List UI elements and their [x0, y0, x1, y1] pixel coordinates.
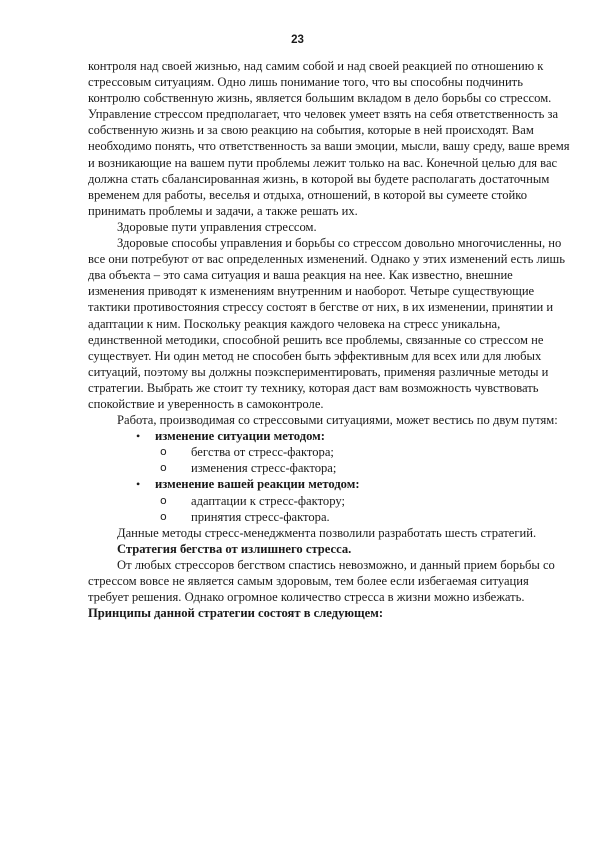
- sublist: [155, 493, 570, 525]
- sublist: [155, 444, 570, 476]
- paragraph-two-paths: Работа, производимая со стрессовыми ситуациями, может вестись по двум путям:: [117, 413, 558, 428]
- strategy-heading: Стратегия бегства от излишнего стресса.: [117, 541, 352, 556]
- circle-bullet-icon: o: [160, 445, 167, 459]
- sublist-item-label: изменения стресс-фактора;: [191, 461, 337, 476]
- page-number: 23: [291, 34, 304, 46]
- sublist-item: [88, 493, 570, 509]
- section-title-healthy-ways: Здоровые пути управления стрессом.: [117, 219, 317, 234]
- bullet-icon: •: [136, 477, 141, 492]
- page-content: [88, 58, 570, 621]
- circle-bullet-icon: o: [160, 493, 167, 507]
- paragraph-six-strategies: Данные методы стресс-менеджмента позволили разработать шесть стратегий.: [117, 525, 537, 540]
- sublist-item-label: принятия стресс-фактора.: [191, 509, 330, 524]
- principles-heading: Принципы данной стратегии состоят в следующем:: [88, 606, 384, 621]
- paragraph-continuation: контроля над своей жизнью, над самим собой и над своей реакцией по отношению к стрессовым ситуациям. Одно лишь понимание того, что вы способны подчинить контролю собственную жизнь, является большим вкладом в дело борьбы со стрессом. Управление стрессом предполагает, что человек умеет взять на себя ответственность за собственную жизнь и за свою реакцию на события, которые в ней происходят. Вам необходимо понять, что ответственность за ваши эмоции, мысли, вашу среду, ваше время и возникающие на вашем пути проблемы лежит только на вас. Конечной целью для вас должна стать сбалансированная жизнь, в которой вы будете располагать достаточным временем для работы, веселья и отдыха, отношений, в которой вы сумеете стойко принимать проблемы и задачи, а также решать их.: [88, 59, 570, 218]
- circle-bullet-icon: o: [160, 461, 167, 475]
- bullet-icon: •: [136, 429, 141, 444]
- sublist-item-label: адаптации к стресс-фактору;: [191, 493, 345, 508]
- circle-bullet-icon: o: [160, 509, 167, 523]
- paragraph-strategy: От любых стрессоров бегством спастись невозможно, и данный прием борьбы со стрессом вовсе не является самым здоровым, тем более если избегаемая ситуация требует решения. Однако огромное количество стресса в жизни можно избежать.: [88, 557, 555, 605]
- list-item-label: изменение ситуации методом:: [155, 429, 325, 444]
- paragraph-healthy-ways: Здоровые способы управления и борьбы со стрессом довольно многочисленны, но все они потребуют от вас определенных изменений. Однако у этих изменений есть лишь два объекта – это сама ситуация и ваша реакция на нее. Как известно, внешние изменения приводят к изменениям внутренним и наоборот. Четыре существующие тактики противостояния стрессу состоят в бегстве от них, в их изменении, принятии и адаптации к ним. Поскольку реакция каждого человека на стресс уникальна, единственной методики, способной решить все проблемы, связанные со стрессом не существует. Ни один метод не способен быть эффективным для всех или для любых ситуаций, поэтому вы должны поэкспериментировать, применяя различные методы и стратегии. Выбрать же стоит ту технику, которая даст вам возможность чувствовать спокойствие и уверенность в самоконтроле.: [88, 236, 565, 411]
- sublist-item-label: бегства от стресс-фактора;: [191, 445, 334, 460]
- methods-list: [88, 428, 570, 525]
- list-item: [88, 476, 570, 524]
- sublist-item: [88, 460, 570, 476]
- list-item-label: изменение вашей реакции методом:: [155, 477, 360, 492]
- list-item: [88, 428, 570, 476]
- sublist-item: [88, 509, 570, 525]
- sublist-item: [88, 444, 570, 460]
